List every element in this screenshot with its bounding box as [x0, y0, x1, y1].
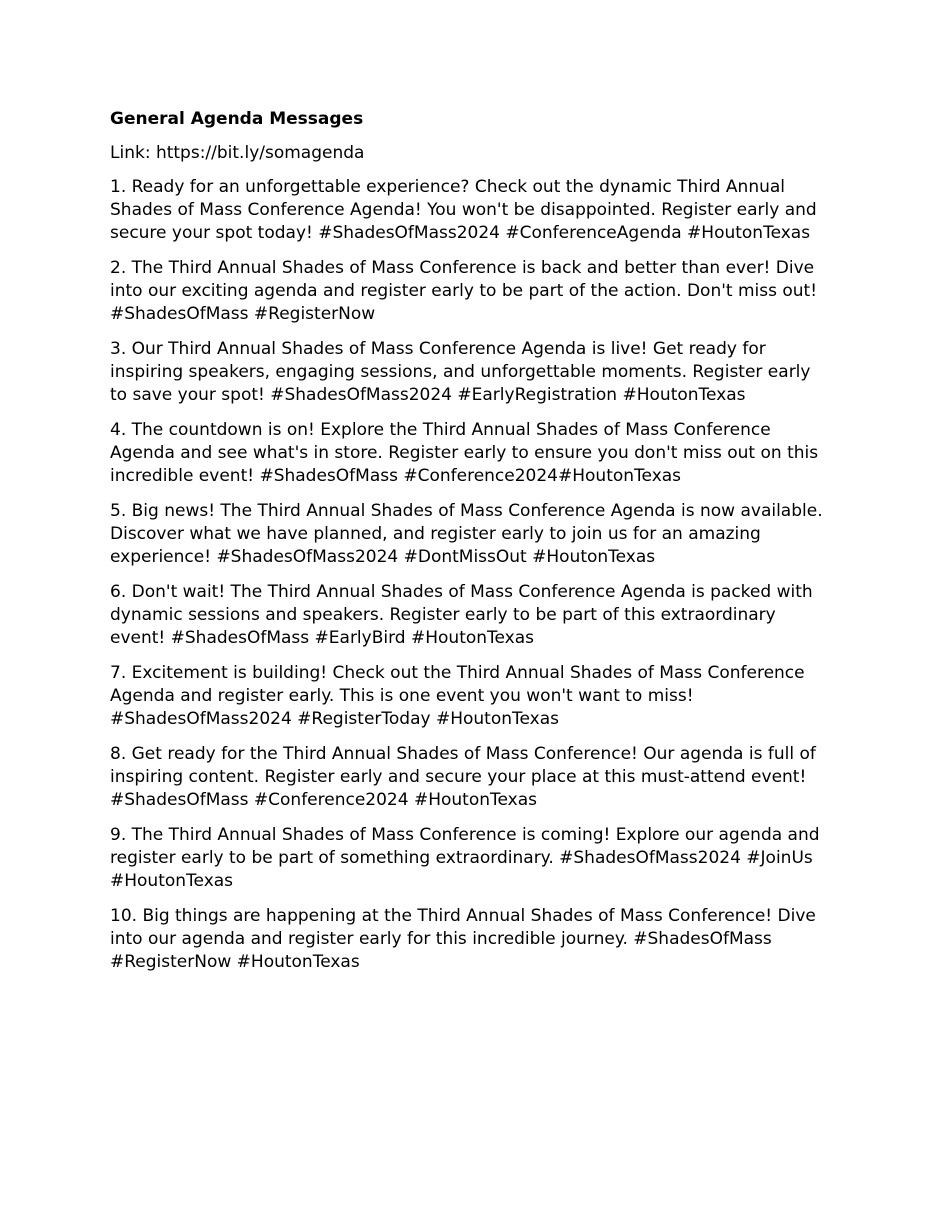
message-paragraph-7: 7. Excitement is building! Check out the Third Annual Shades of Mass Conference Agenda and register early. This is one event you won't want to miss! #ShadesOfMass2024 #RegisterToday #HoutonTexas [110, 663, 805, 729]
message-paragraph-9: 9. The Third Annual Shades of Mass Conference is coming! Explore our agenda and register early to be part of something extraordinary. #ShadesOfMass2024 #JoinUs #HoutonTexas [110, 825, 820, 891]
message-paragraph-1: 1. Ready for an unforgettable experience? Check out the dynamic Third Annual Shades of Mass Conference Agenda! You won't be disappointed. Register early and secure your spot today! #ShadesOfMass2024 #ConferenceAgenda #HoutonTexas [110, 177, 817, 243]
message-paragraph-10: 10. Big things are happening at the Third Annual Shades of Mass Conference! Dive into our agenda and register early for this incredible journey. #ShadesOfMass #RegisterNow #HoutonTexas [110, 906, 816, 972]
message-paragraph-4: 4. The countdown is on! Explore the Third Annual Shades of Mass Conference Agenda and see what's in store. Register early to ensure you don't miss out on this incredible event! #ShadesOfMass #Conference2024#HoutonTexas [110, 420, 819, 486]
agenda-link-line: Link: https://bit.ly/somagenda [110, 143, 365, 163]
document-title: General Agenda Messages [110, 109, 364, 129]
message-paragraph-6: 6. Don't wait! The Third Annual Shades of Mass Conference Agenda is packed with dynamic sessions and speakers. Register early to be part of this extraordinary event! #ShadesOfMass #EarlyBird #HoutonTexas [110, 582, 813, 648]
message-paragraph-2: 2. The Third Annual Shades of Mass Conference is back and better than ever! Dive into our exciting agenda and register early to be part of the action. Don't miss out! #ShadesOfMass #RegisterNow [110, 258, 818, 324]
document-page [110, 108, 830, 986]
message-paragraph-5: 5. Big news! The Third Annual Shades of Mass Conference Agenda is now available. Discover what we have planned, and register early to join us for an amazing experience! #ShadesOfMass2024 #DontMissOut #HoutonTexas [110, 501, 823, 567]
message-paragraph-3: 3. Our Third Annual Shades of Mass Conference Agenda is live! Get ready for inspiring speakers, engaging sessions, and unforgettable moments. Register early to save your spot! #ShadesOfMass2024 #EarlyRegistration #HoutonTexas [110, 339, 811, 405]
message-paragraph-8: 8. Get ready for the Third Annual Shades of Mass Conference! Our agenda is full of inspiring content. Register early and secure your place at this must-attend event! #ShadesOfMass #Conference2024 #HoutonTexas [110, 744, 816, 810]
